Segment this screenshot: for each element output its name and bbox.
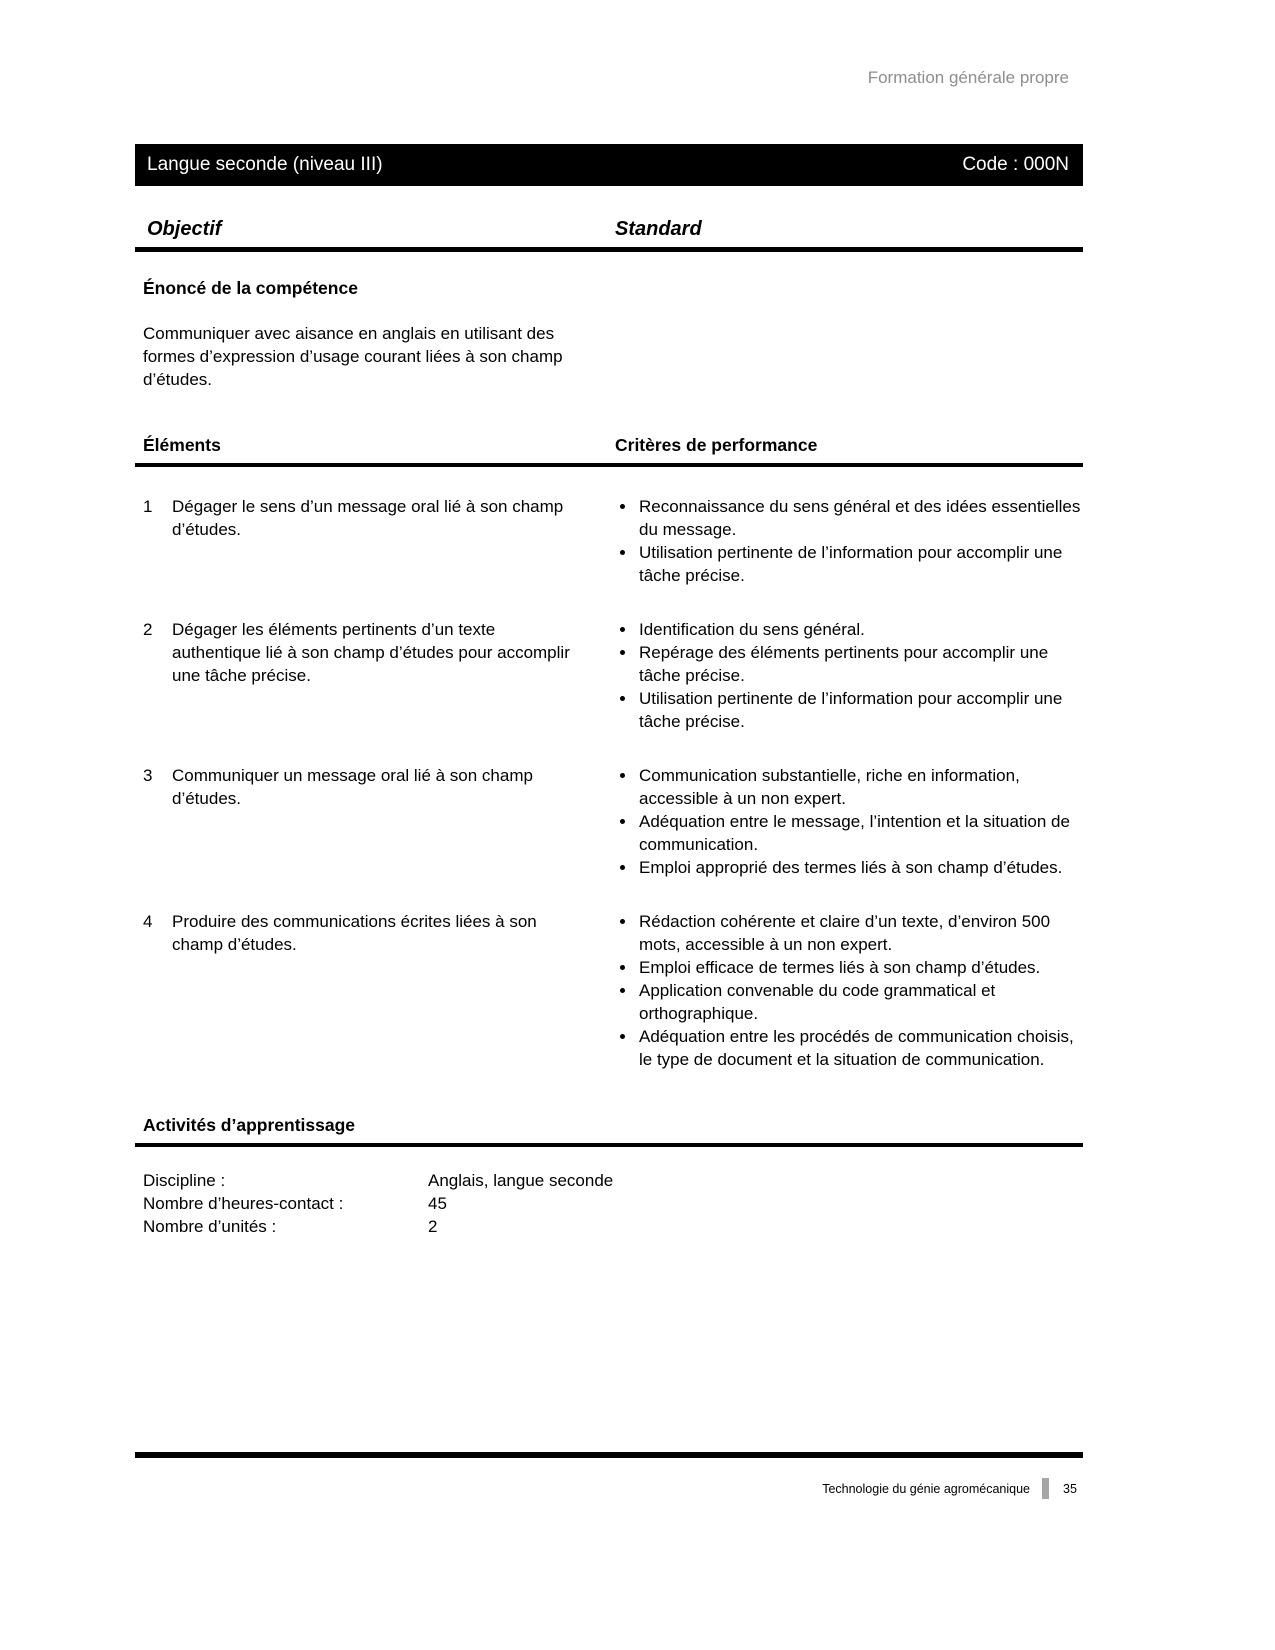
competence-text: Communiquer avec aisance en anglais en utilisant des formes d’expression d’usage courant liées à son champ d’études. <box>143 324 563 389</box>
footer-line <box>135 1478 1083 1499</box>
criteria-item: • Repérage des éléments pertinents pour accomplir une tâche précise. <box>637 641 1083 687</box>
running-header: Formation générale propre <box>867 68 1069 87</box>
footer-divider-bar <box>1042 1478 1049 1499</box>
footer-program-name: Technologie du génie agromécanique <box>822 1481 1030 1496</box>
activity-value: 2 <box>428 1217 438 1236</box>
element-number: 4 <box>143 912 153 931</box>
element-number: 2 <box>143 620 153 639</box>
activity-value: 45 <box>428 1194 447 1213</box>
elements-rows <box>135 495 1083 1071</box>
page-content <box>135 0 1083 1238</box>
element-cell <box>135 618 607 733</box>
element-text: Dégager le sens d’un message oral lié à son champ d’études. <box>172 497 564 539</box>
criteria-list <box>607 495 1083 587</box>
course-code: Code : 000N <box>962 154 1069 175</box>
criteria-item: • Emploi efficace de termes liés à son champ d’études. <box>637 956 1083 979</box>
criteria-item: • Reconnaissance du sens général et des idées essentielles du message. <box>637 495 1083 541</box>
header-rule <box>135 247 1083 252</box>
criteria-item: • Emploi approprié des termes liés à son champ d’études. <box>637 856 1083 879</box>
criteria-list <box>607 764 1083 879</box>
element-number: 1 <box>143 497 153 516</box>
criteria-item: • Adéquation entre le message, l’intention et la situation de communication. <box>637 810 1083 856</box>
objectif-header: Objectif <box>147 218 222 240</box>
element-row <box>135 495 1083 587</box>
activities-rule <box>135 1143 1083 1147</box>
footer-page-number: 35 <box>1063 1481 1077 1496</box>
element-row <box>135 764 1083 879</box>
criteria-item: • Rédaction cohérente et claire d’un texte, d’environ 500 mots, accessible à un non expert. <box>637 910 1083 956</box>
elements-header: Éléments <box>143 435 221 455</box>
course-title-bar <box>135 144 1083 186</box>
element-text: Communiquer un message oral lié à son champ d’études. <box>172 766 533 808</box>
criteria-item: • Utilisation pertinente de l’information pour accomplir une tâche précise. <box>637 687 1083 733</box>
activities-heading: Activités d’apprentissage <box>143 1115 356 1135</box>
element-cell <box>135 495 607 587</box>
criteria-item: • Communication substantielle, riche en information, accessible à un non expert. <box>637 764 1083 810</box>
element-cell <box>135 910 607 1071</box>
criteria-item: • Adéquation entre les procédés de communication choisis, le type de document et la situation de communication. <box>637 1025 1083 1071</box>
activities-rows <box>135 1169 1083 1238</box>
course-title: Langue seconde (niveau III) <box>147 154 383 175</box>
element-row <box>135 910 1083 1071</box>
activity-row <box>143 1215 1083 1238</box>
element-text: Produire des communications écrites liées à son champ d’études. <box>172 912 537 954</box>
elements-criteria-headers <box>135 435 1083 456</box>
criteria-item: • Identification du sens général. <box>637 618 1083 641</box>
criteria-list <box>607 618 1083 733</box>
activity-row <box>143 1169 1083 1192</box>
element-cell <box>135 764 607 879</box>
element-row <box>135 618 1083 733</box>
activity-label: Nombre d’heures-contact : <box>143 1194 344 1213</box>
criteria-list <box>607 910 1083 1071</box>
criteria-item: • Utilisation pertinente de l’information pour accomplir une tâche précise. <box>637 541 1083 587</box>
criteres-header: Critères de performance <box>615 435 818 455</box>
competence-heading: Énoncé de la compétence <box>143 278 358 298</box>
activity-label: Nombre d’unités : <box>143 1217 277 1236</box>
elements-rule <box>135 463 1083 467</box>
element-number: 3 <box>143 766 153 785</box>
activity-label: Discipline : <box>143 1171 226 1190</box>
standard-header: Standard <box>615 218 702 240</box>
page-footer <box>135 1452 1083 1499</box>
activity-row <box>143 1192 1083 1215</box>
activity-value: Anglais, langue seconde <box>428 1171 614 1190</box>
objectif-standard-headers <box>135 218 1083 241</box>
footer-rule <box>135 1452 1083 1458</box>
element-text: Dégager les éléments pertinents d’un texte authentique lié à son champ d’études pour accomplir une tâche précise. <box>172 620 570 685</box>
criteria-item: • Application convenable du code grammatical et orthographique. <box>637 979 1083 1025</box>
